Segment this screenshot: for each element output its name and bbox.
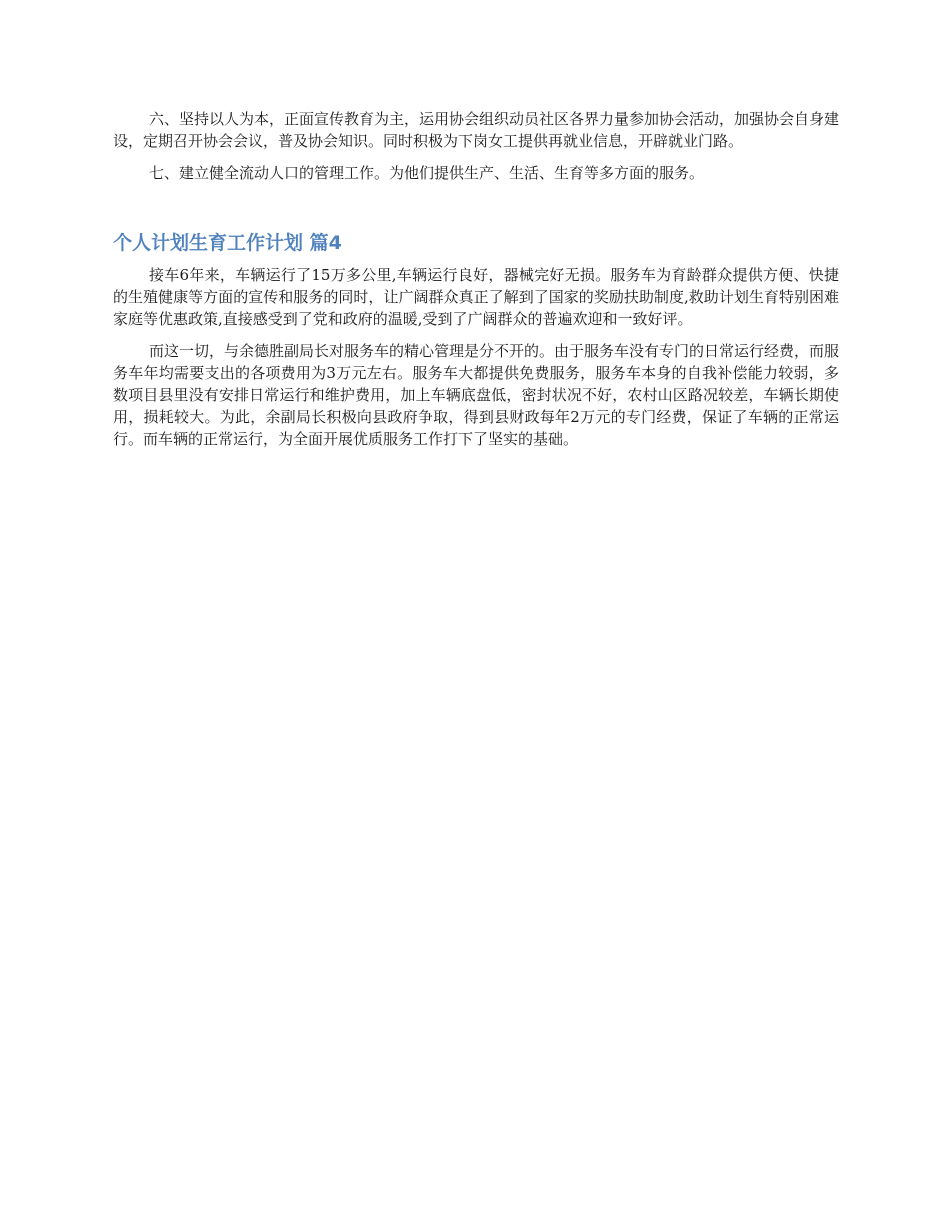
document-page [113,108,839,460]
paragraph-vehicle-service: 接车6年来，车辆运行了15万多公里,车辆运行良好，器械完好无损。服务车为育龄群众提供方便、快捷的生殖健康等方面的宣传和服务的同时，让广阔群众真正了解到了国家的奖励扶助制度,救助计划生育特别困难家庭等优惠政策,直接感受到了党和政府的温暖,受到了广阔群众的普遍欢迎和一致好评。 [113,266,839,328]
paragraph-management-funding: 而这一切，与余德胜副局长对服务车的精心管理是分不开的。由于服务车没有专门的日常运行经费，而服务车年均需要支出的各项费用为3万元左右。服务车大都提供免费服务，服务车本身的自我补偿能力较弱，多数项目县里没有安排日常运行和维护费用，加上车辆底盘低，密封状况不好，农村山区路况较差，车辆长期使用，损耗较大。为此，余副局长积极向县政府争取，得到县财政每年2万元的专门经费，保证了车辆的正常运行。而车辆的正常运行，为全面开展优质服务工作打下了坚实的基础。 [113,342,840,448]
section-heading: 个人计划生育工作计划 篇4 [113,232,342,254]
paragraph-six: 六、坚持以人为本，正面宣传教育为主，运用协会组织动员社区各界力量参加协会活动，加强协会自身建设，定期召开协会会议，普及协会知识。同时积极为下岗女工提供再就业信息，开辟就业门路。 [113,110,840,150]
paragraph-seven: 七、建立健全流动人口的管理工作。为他们提供生产、生活、生育等多方面的服务。 [149,164,705,182]
